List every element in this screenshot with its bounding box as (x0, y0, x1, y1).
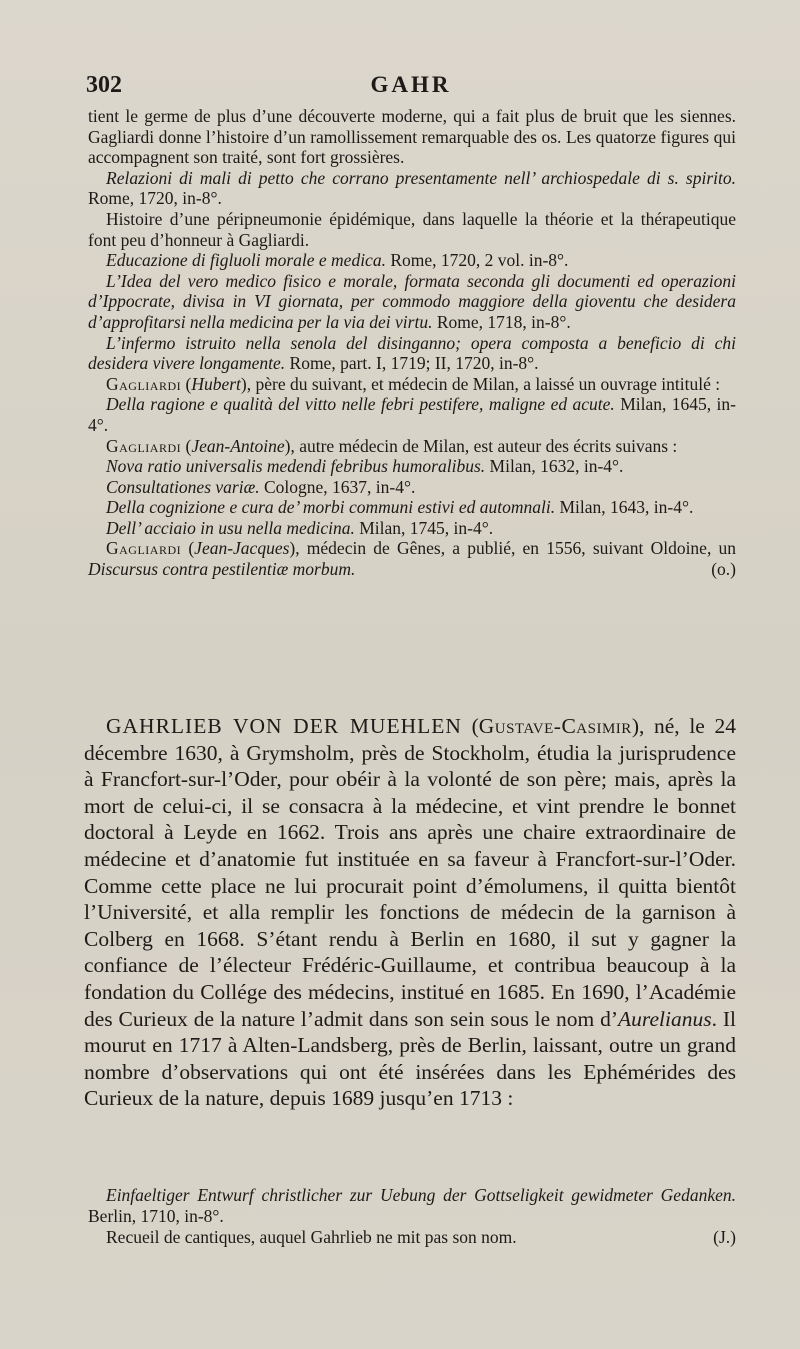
bibliography-entry (88, 497, 736, 518)
contributor-tag: (J.) (713, 1227, 736, 1247)
publication-info: Rome, 1720, 2 vol. in-8°. (385, 250, 569, 271)
biography-text-continued: . Il mourut en 1717 à Alten-Landsberg, près de Berlin, laissant, outre un grand nombre d’observations qui ont été insérées dans les Ephémérides des Curieux de la nature, depuis 1689 jusqu’en 1713 : (84, 1006, 736, 1111)
work-title: Einfaeltiger Entwurf christlicher zur Uebung der Gottseligkeit gewidmeter Gedanken. (106, 1185, 736, 1205)
bibliography-entry (88, 518, 736, 539)
publication-info: Rome, 1720, in-8°. (88, 188, 222, 209)
work-title: Nova ratio universalis medendi febribus humoralibus. (106, 456, 486, 477)
paragraph: Histoire d’une péripneumonie épidémique, dans laquelle la théorie et la thérapeutique font peu d’honneur à Gagliardi. (88, 208, 736, 250)
publication-info: Rome, part. I, 1719; II, 1720, in-8°. (285, 353, 539, 374)
bibliography-entry (88, 456, 736, 477)
bibliography-entry (88, 1185, 736, 1227)
bibliography-entry (88, 394, 736, 435)
author-given-name: Hubert (191, 373, 241, 394)
publication-info: Milan, 1745, in-4°. (354, 517, 494, 538)
headword-given-name: Gustave-Casimir (478, 714, 632, 738)
page-header (86, 72, 736, 106)
work-title: Della cognizione e cura de’ morbi communi estivi ed automnali. (106, 497, 556, 518)
author-name: Gagliardi (106, 538, 182, 559)
work-title: L’Idea del vero medico fisico e morale, formata seconda gli documenti ed operazioni d’Ippocrate, divisa in VI giornata, per commodo maggiore della gioventu che desidera d’approfitarsi nella medicina per la via dei virtu. (88, 270, 736, 332)
author-description: , médecin de Gênes, a publié, en 1556, suivant Oldoine, un (295, 538, 737, 559)
publication-info: Rome, 1718, in-8°. (432, 311, 571, 332)
gahrlieb-entry (84, 713, 736, 1112)
headword: GAHRLIEB VON DER MUEHLEN (106, 714, 462, 738)
author-description: , père du suivant, et médecin de Milan, a laissé un ouvrage intitulé : (246, 373, 721, 394)
author-given-name: Jean-Jacques (194, 538, 290, 559)
biography-text: , né, le 24 décembre 1630, à Grymsholm, près de Stockholm, étudia la jurisprudence à Francfort-sur-l’Oder, pour obéir à la volonté de son père; mais, après la mort de celui-ci, il se consacra à la médecine, et vint prendre le bonnet doctoral à Leyde en 1662. Trois ans après une chaire extraordinaire de médecine et d’anatomie fut instituée en sa faveur à Francfort-sur-l’Oder. Comme cette place ne lui procurait point d’émolumens, il quitta bientôt l’Université, et alla remplir les fonctions de médecin de la garnison à Colberg en 1668. S’étant rendu à Berlin en 1680, il sut y gagner la confiance de l’électeur Frédéric-Guillaume, et contribua beaucoup à la fondation du Collége des médecins, institué en 1685. En 1690, l’Académie des Curieux de la nature l’admit dans son sein sous le nom d’ (84, 714, 736, 1031)
bibliography-entry (88, 333, 736, 374)
publication-info: Milan, 1632, in-4°. (485, 456, 624, 477)
bibliography-entry (88, 250, 736, 271)
work-title: Discursus contra pestilentiæ morbum. (88, 559, 356, 580)
author-entry: Gagliardi (Hubert), père du suivant, et médecin de Milan, a laissé un ouvrage intitulé : (106, 373, 721, 394)
gagliardi-section (88, 106, 736, 580)
work-title: Della ragione e qualità del vitto nelle febri pestifere, maligne ed acute. (106, 394, 615, 415)
work-title: Relazioni di mali di petto che corrano presentamente nell’ archiospedale di s. spirito. (106, 167, 736, 188)
bibliography-entry (88, 1227, 736, 1248)
publication-info: Milan, 1643, in-4°. (555, 497, 694, 518)
work-note: Recueil de cantiques, auquel Gahrlieb ne mit pas son nom. (106, 1227, 517, 1247)
work-title: Dell’ acciaio in usu nella medicina. (106, 517, 355, 538)
publication-info: Cologne, 1637, in-4°. (259, 476, 416, 497)
running-title: GAHR (370, 72, 452, 97)
page-number: 302 (86, 72, 122, 98)
bibliography-entry (88, 271, 736, 333)
main-paragraph: GAHRLIEB VON DER MUEHLEN (Gustave-Casimir), né, le 24 décembre 1630, à Grymsholm, près de Stockholm, étudia la jurisprudence à Francfort-sur-l’Oder, pour obéir à la volonté de son père; mais, après la mort de celui-ci, il se consacra à la médecine, et vint prendre le bonnet doctoral à Leyde en 1662. Trois ans après une chaire extraordinaire de médecine et d’anatomie fut instituée en sa faveur à Francfort-sur-l’Oder. Comme cette place ne lui procurait point d’émolumens, il quitta bientôt l’Université, et alla remplir les fonctions de médecin de la garnison à Colberg en 1668. S’étant rendu à Berlin en 1680, il sut y gagner la confiance de l’électeur Frédéric-Guillaume, et contribua beaucoup à la fondation du Collége des médecins, institué en 1685. En 1690, l’Académie des Curieux de la nature l’admit dans son sein sous le nom d’Aurelianus. Il mourut en 1717 à Alten-Landsberg, près de Berlin, laissant, outre un grand nombre d’observations qui ont été insérées dans les Ephémérides des Curieux de la nature, depuis 1689 jusqu’en 1713 : (84, 714, 736, 1111)
bibliography-entry (88, 168, 736, 209)
author-name: Gagliardi (106, 373, 182, 394)
author-entry: Gagliardi (Jean-Antoine), autre médecin de Milan, est auteur des écrits suivans : (106, 435, 678, 456)
author-given-name: Jean-Antoine (191, 435, 285, 456)
work-title: L’infermo istruito nella senola del disinganno; opera composta a beneficio di chi desidera vivere longamente. (88, 332, 736, 374)
paragraph: tient le germe de plus d’une découverte moderne, qui a fait plus de bruit que les siennes. Gagliardi donne l’histoire d’un ramollissement remarquable des os. Les quatorze figures qui accompagnent son traité, sont fort grossières. (88, 106, 736, 168)
bibliography-entry (88, 477, 736, 498)
author-name: Gagliardi (106, 435, 182, 456)
contributor-tag: (o.) (711, 559, 736, 580)
publication-info: Berlin, 1710, in-8°. (88, 1206, 224, 1226)
author-description: , autre médecin de Milan, est auteur des écrits suivans : (290, 435, 678, 456)
gahrlieb-works (88, 1185, 736, 1248)
work-title: Consultationes variæ. (106, 476, 260, 497)
author-entry: Gagliardi (Jean-Jacques), médecin de Gênes, a publié, en 1556, suivant Oldoine, un Discursus contra pestilentiæ morbum. (o.) (88, 538, 737, 580)
work-title: Educazione di figluoli morale e medica. (106, 250, 386, 271)
academic-alias: Aurelianus (618, 1006, 712, 1031)
publication-info: Milan, 1645, in-4°. (88, 394, 736, 435)
